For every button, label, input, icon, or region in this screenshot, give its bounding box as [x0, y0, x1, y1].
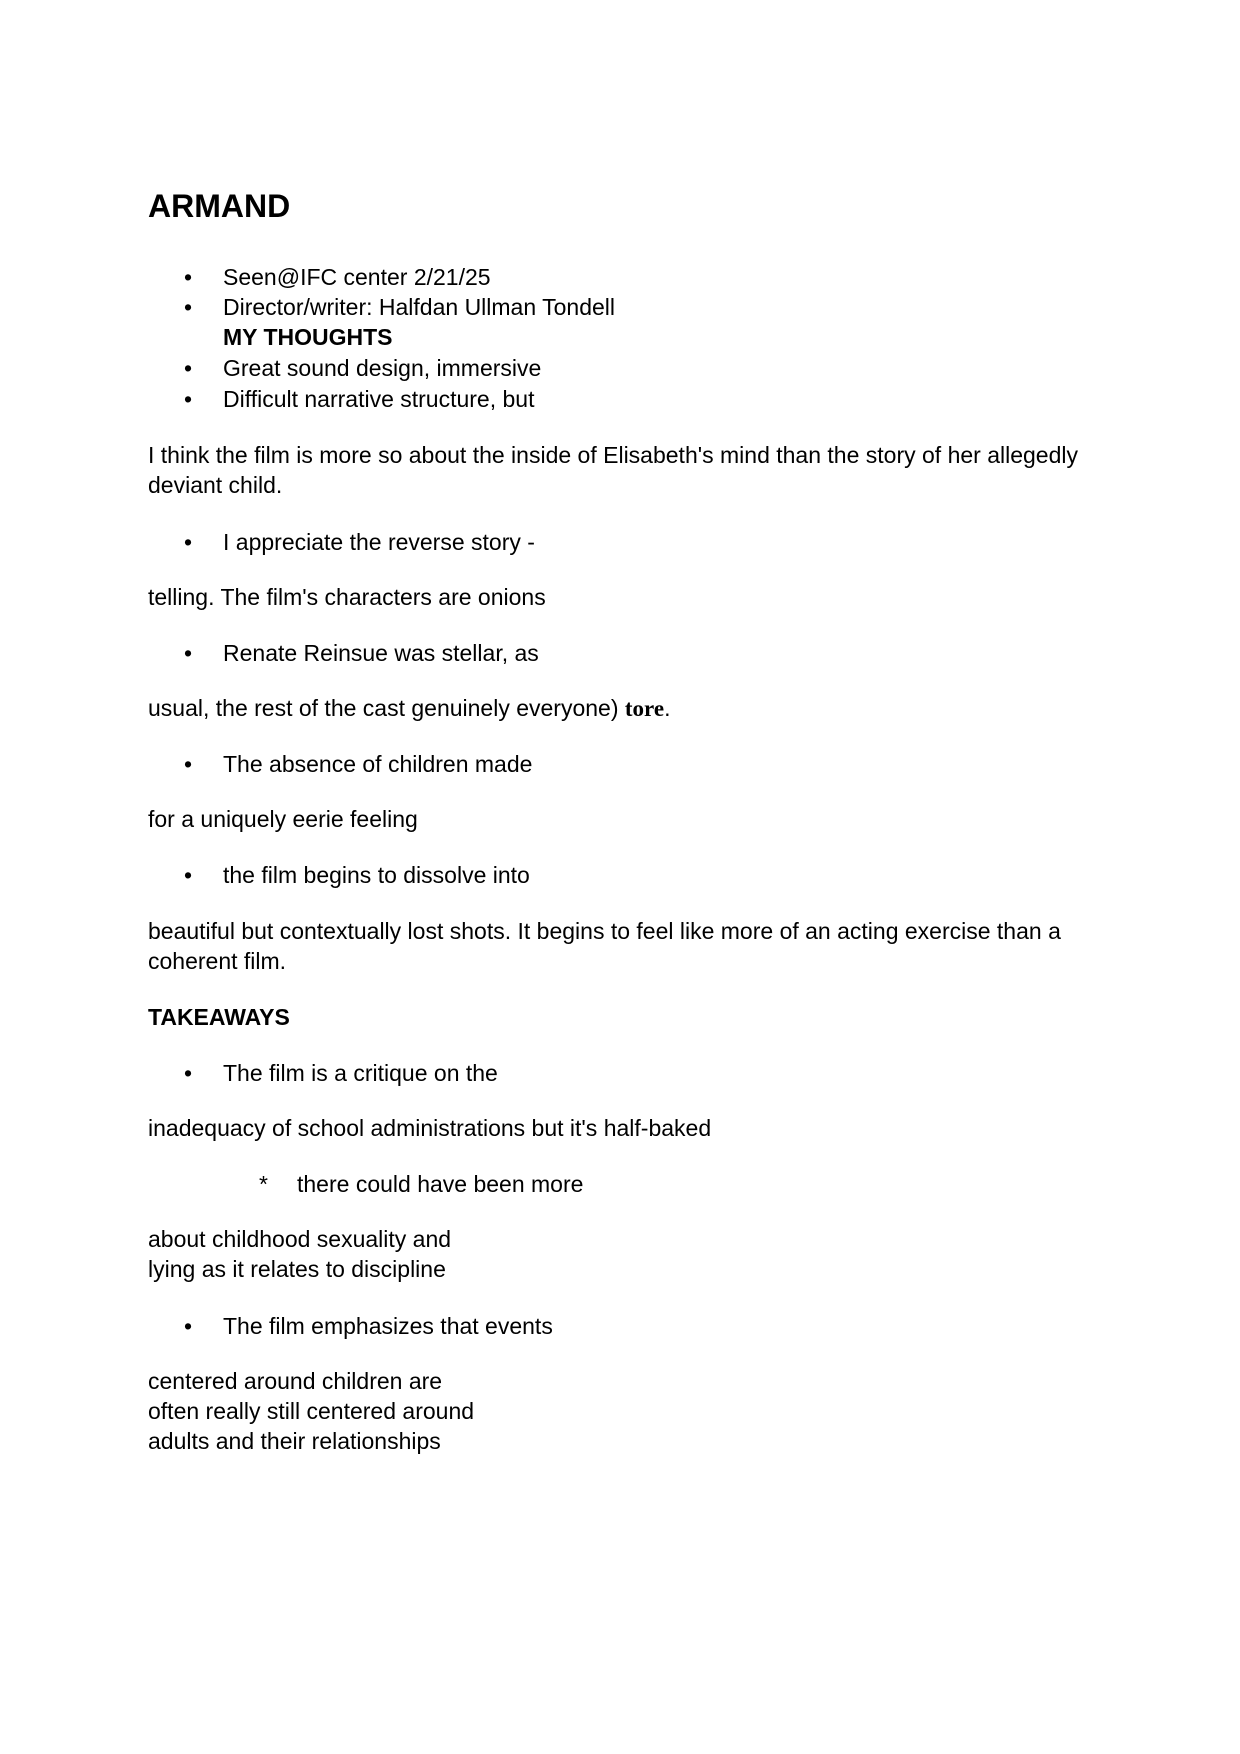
paragraph-line: lying as it relates to discipline — [148, 1256, 446, 1282]
bullet-glyph: • — [184, 640, 193, 666]
bullet-glyph: • — [184, 1313, 193, 1339]
bullet-absence: The absence of children made — [223, 751, 533, 777]
bullet-emphasizes: The film emphasizes that events — [223, 1313, 553, 1339]
bullet-glyph: • — [184, 751, 193, 777]
bullet-dissolve: the film begins to dissolve into — [223, 862, 530, 888]
paragraph-line: telling. The film's characters are onions — [148, 584, 546, 610]
takeaways-heading: TAKEAWAYS — [148, 1004, 290, 1030]
paragraph-text: . — [664, 695, 671, 721]
sub-bullet-more: there could have been more — [297, 1171, 584, 1197]
paragraph-line-usual — [148, 693, 670, 724]
paragraph-line: adults and their relationships — [148, 1428, 441, 1454]
bullet-glyph: • — [184, 264, 193, 290]
bullet-seen-at: Seen@IFC center 2/21/25 — [223, 264, 491, 290]
bullet-glyph: • — [184, 355, 193, 381]
bullet-critique: The film is a critique on the — [223, 1060, 498, 1086]
paragraph-line: often really still centered around — [148, 1398, 475, 1424]
bullet-renate: Renate Reinsue was stellar, as — [223, 640, 539, 666]
paragraph-line: about childhood sexuality and — [148, 1226, 452, 1252]
paragraph-line: deviant child. — [148, 472, 283, 498]
paragraph-line: I think the film is more so about the inside of Elisabeth's mind than the story of her allegedly — [148, 442, 1078, 468]
bullet-glyph: • — [184, 862, 193, 888]
paragraph-line: coherent film. — [148, 948, 287, 974]
bullet-reverse-story: I appreciate the reverse story - — [223, 529, 535, 555]
document-title: ARMAND — [148, 188, 291, 224]
bullet-director: Director/writer: Halfdan Ullman Tondell — [223, 294, 615, 320]
paragraph-line: beautiful but contextually lost shots. It begins to feel like more of an acting exercise than a — [148, 918, 1061, 944]
paragraph-line: inadequacy of school administrations but it's half-baked — [148, 1115, 712, 1141]
bullet-glyph: • — [184, 1060, 193, 1086]
bullet-glyph: • — [184, 294, 193, 320]
paragraph-line: for a uniquely eerie feeling — [148, 806, 418, 832]
bold-word: tore — [624, 696, 665, 721]
bullet-glyph: • — [184, 386, 193, 412]
my-thoughts-heading: MY THOUGHTS — [223, 324, 393, 350]
sub-bullet-glyph: * — [259, 1171, 268, 1197]
bullet-narrative: Difficult narrative structure, but — [223, 386, 535, 412]
paragraph-text: usual, the rest of the cast genuinely everyone) — [148, 695, 625, 721]
bullet-glyph: • — [184, 529, 193, 555]
bullet-sound-design: Great sound design, immersive — [223, 355, 542, 381]
paragraph-line: centered around children are — [148, 1368, 443, 1394]
